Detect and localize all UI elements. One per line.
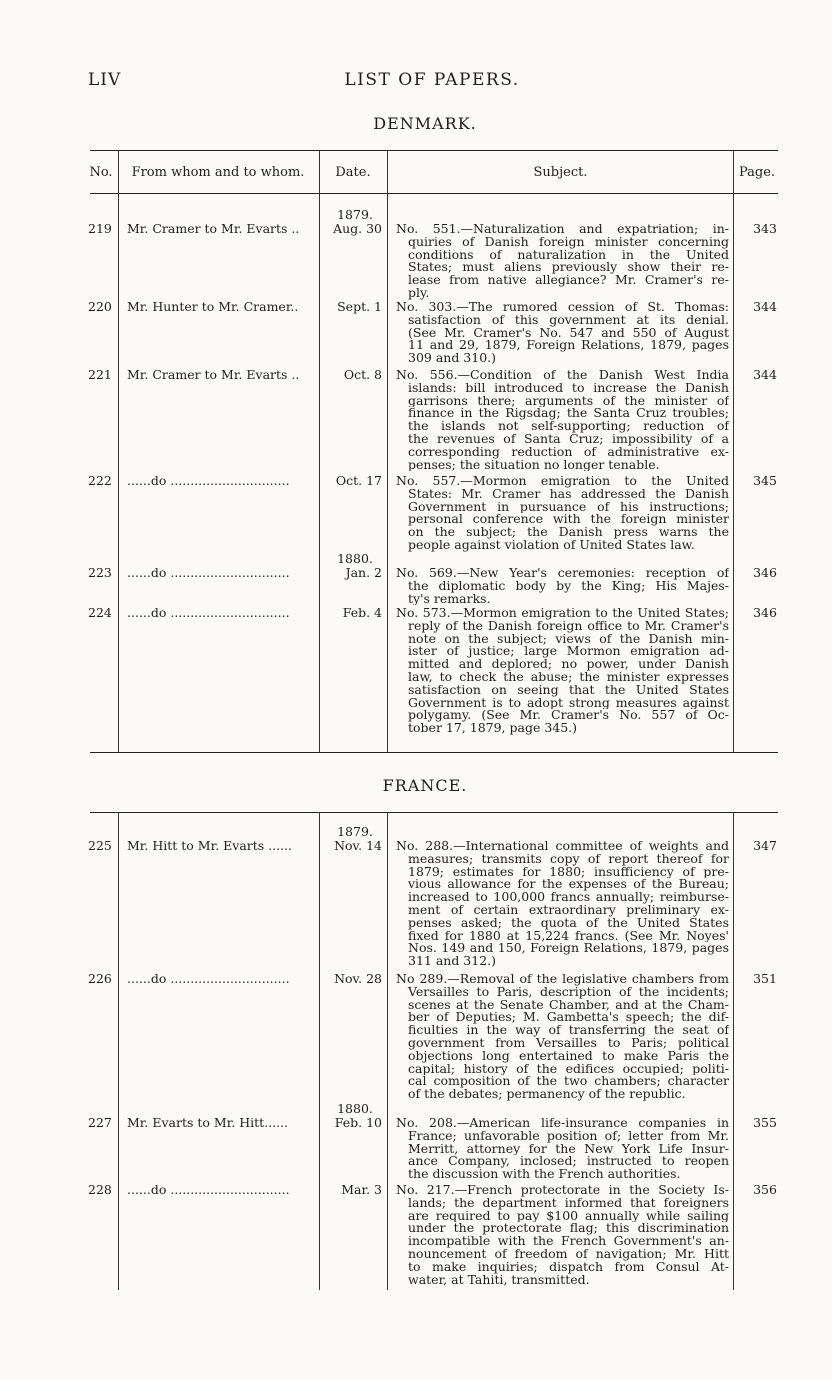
column-divider <box>733 150 734 752</box>
subject-line: penses asked; the quota of the United States <box>408 916 729 930</box>
column-divider <box>118 150 119 752</box>
page-title: LIST OF PAPERS. <box>344 70 520 90</box>
subject-line: ply. <box>408 286 430 300</box>
column-divider <box>387 150 388 752</box>
subject-line: satisfaction on seeing that the United States <box>408 683 729 697</box>
entry-year: 1879. <box>337 824 373 839</box>
subject-line: 11 and 29, 1879, Foreign Relations, 1879, pages <box>408 339 729 353</box>
subject-line: No. 217.—French protectorate in the Society Is- <box>396 1184 729 1197</box>
entry-subject <box>396 1184 729 1286</box>
entry-correspondents: ......do .............................. <box>127 565 290 580</box>
entry-number: 227 <box>88 1115 112 1130</box>
subject-line: incompatible with the French Government's an- <box>408 1235 729 1248</box>
subject-line: States: Mr. Cramer has addressed the Danish <box>408 487 729 501</box>
col-header-from: From whom and to whom. <box>131 165 305 180</box>
subject-line: ance Company, inclosed; instructed to reopen <box>408 1155 729 1169</box>
subject-line: note on the subject; views of the Danish min- <box>408 632 729 646</box>
subject-line: Government is to adopt strong measures against <box>408 696 729 710</box>
page-number: LIV <box>88 70 122 90</box>
table-rule-bottom <box>90 752 778 753</box>
subject-line: satisfaction of this government at its denial. <box>408 313 729 327</box>
subject-line: scenes at the Senate Chamber, and at the Cham- <box>408 998 729 1012</box>
subject-line: 311 and 312.) <box>408 955 497 968</box>
entry-correspondents: Mr. Cramer to Mr. Evarts .. <box>127 221 300 236</box>
subject-line: 1879; estimates for 1880; insufficiency of pre- <box>408 865 729 879</box>
entry-subject <box>396 223 729 300</box>
subject-line: finance in the Rigsdag; the Santa Cruz troubles; <box>408 407 729 421</box>
subject-line: the revenues of Santa Cruz; impossibility of a <box>408 432 729 446</box>
entry-date: Jan. 2 <box>345 565 382 580</box>
subject-line: personal conference with the foreign minister <box>408 513 729 527</box>
subject-line: garrisons there; arguments of the minister of <box>408 394 729 408</box>
subject-line: on the subject; the Danish press warns the <box>408 526 729 539</box>
entry-number: 221 <box>88 367 112 382</box>
section-title-denmark: DENMARK. <box>373 114 477 133</box>
entry-page: 343 <box>753 221 777 236</box>
entry-correspondents: Mr. Hitt to Mr. Evarts ...... <box>127 838 293 853</box>
entry-date: Nov. 28 <box>334 971 382 986</box>
subject-line: (See Mr. Cramer's No. 547 and 550 of August <box>408 326 729 340</box>
subject-line: people against violation of United States law. <box>408 538 695 552</box>
entry-subject <box>396 369 729 471</box>
subject-line: fixed for 1880 at 15,224 francs. (See Mr. Noyes' <box>408 929 729 943</box>
entry-year: 1879. <box>337 207 373 222</box>
section-title-france: FRANCE. <box>382 776 468 795</box>
subject-line: ment of certain extraordinary preliminary ex- <box>408 903 729 917</box>
subject-line: No. 551.—Naturalization and expatriation; in- <box>396 223 729 236</box>
entry-page: 351 <box>753 971 777 986</box>
subject-line: ty's remarks. <box>408 592 491 606</box>
subject-line: No. 208.—American life-insurance companies in <box>396 1117 729 1130</box>
subject-line: vious allowance for the expenses of the Bureau; <box>408 878 729 892</box>
entry-number: 219 <box>88 221 112 236</box>
subject-line: ber of Deputies; M. Gambetta's speech; the dif- <box>408 1011 729 1025</box>
subject-line: No 289.—Removal of the legislative chambers from <box>396 973 729 986</box>
subject-line: the diplomatic body by the King; His Majes- <box>408 579 729 593</box>
table-rule-top <box>90 150 778 151</box>
subject-line: No. 303.—The rumored cession of St. Thomas: <box>396 301 729 314</box>
col-header-no: No. <box>89 165 113 180</box>
subject-line: corresponding reduction of administrative ex- <box>408 445 729 459</box>
subject-line: Merritt, attorney for the New York Life Insur- <box>408 1142 729 1156</box>
entry-correspondents: ......do .............................. <box>127 971 290 986</box>
entry-page: 346 <box>753 605 777 620</box>
entry-page: 345 <box>753 473 777 488</box>
entry-number: 225 <box>88 838 112 853</box>
subject-line: No. 556.—Condition of the Danish West India <box>396 369 729 382</box>
entry-correspondents: ......do .............................. <box>127 473 290 488</box>
entry-number: 220 <box>88 299 112 314</box>
entry-number: 224 <box>88 605 112 620</box>
subject-line: reply of the Danish foreign office to Mr. Cramer's <box>408 619 729 633</box>
entry-date: Aug. 30 <box>333 221 382 236</box>
subject-line: objections long entertained to make Paris the <box>408 1049 729 1063</box>
entry-date: Nov. 14 <box>334 838 382 853</box>
entry-date: Mar. 3 <box>341 1182 382 1197</box>
subject-line: mitted and deplored; no power, under Danish <box>408 658 729 671</box>
entry-number: 222 <box>88 473 112 488</box>
entry-page: 355 <box>753 1115 777 1130</box>
entry-number: 223 <box>88 565 112 580</box>
col-header-subject: Subject. <box>533 165 588 180</box>
subject-line: Government in pursuance of his instructions; <box>408 500 729 514</box>
entry-subject <box>396 301 729 365</box>
subject-line: No. 288.—International committee of weights and <box>396 840 729 853</box>
entry-date: Oct. 8 <box>343 367 382 382</box>
entry-page: 344 <box>753 299 777 314</box>
entry-subject <box>396 973 729 1101</box>
subject-line: 309 and 310.) <box>408 352 497 365</box>
subject-line: capital; history of the edifices occupied; politi- <box>408 1062 729 1076</box>
entry-subject <box>396 1117 729 1181</box>
column-divider <box>319 812 320 1290</box>
entry-subject <box>396 607 729 735</box>
entry-correspondents: Mr. Hunter to Mr. Cramer.. <box>127 299 299 314</box>
subject-line: islands: bill introduced to increase the Danish <box>408 381 729 395</box>
subject-line: Versailles to Paris, description of the incidents; <box>408 985 729 999</box>
subject-line: measures; transmits copy of report thereof for <box>408 852 729 866</box>
subject-line: law, to check the abuse; the minister expresses <box>408 670 729 684</box>
entry-year: 1880. <box>337 551 373 566</box>
subject-line: to make inquiries; dispatch from Consul At- <box>408 1260 729 1274</box>
subject-line: tober 17, 1879, page 345.) <box>408 722 578 735</box>
entry-correspondents: ......do .............................. <box>127 1182 290 1197</box>
subject-line: penses; the situation no longer tenable. <box>408 458 660 472</box>
subject-line: No. 573.—Mormon emigration to the United States; <box>396 607 729 620</box>
entry-date: Sept. 1 <box>337 299 382 314</box>
subject-line: polygamy. (See Mr. Cramer's No. 557 of Oc- <box>408 709 729 723</box>
subject-line: of the debates; permanency of the republic. <box>408 1088 686 1101</box>
subject-line: ister of justice; large Mormon emigration ad- <box>408 645 729 659</box>
entry-page: 344 <box>753 367 777 382</box>
entry-subject <box>396 567 729 605</box>
table-rule-top <box>90 812 778 813</box>
subject-line: under the protectorate flag; this discrimination <box>408 1222 729 1236</box>
entry-correspondents: Mr. Cramer to Mr. Evarts .. <box>127 367 300 382</box>
entry-subject <box>396 840 729 968</box>
column-divider <box>319 150 320 752</box>
subject-line: nouncement of freedom of navigation; Mr. Hitt <box>408 1247 729 1261</box>
subject-line: States; must aliens previously show their re- <box>408 261 729 275</box>
entry-date: Feb. 10 <box>334 1115 382 1130</box>
column-divider <box>118 812 119 1290</box>
entry-page: 356 <box>753 1182 777 1197</box>
entry-number: 228 <box>88 1182 112 1197</box>
subject-line: are required to pay $100 annually while sailing <box>408 1209 729 1223</box>
subject-line: No. 557.—Mormon emigration to the United <box>396 475 729 488</box>
subject-line: quiries of Danish foreign minister concerning <box>408 235 729 249</box>
subject-line: ficulties in the way of transferring the seat of <box>408 1024 729 1037</box>
entry-year: 1880. <box>337 1101 373 1116</box>
entry-correspondents: Mr. Evarts to Mr. Hitt...... <box>127 1115 289 1130</box>
subject-line: increased to 100,000 francs annually; reimburse- <box>408 891 729 904</box>
col-header-page: Page. <box>738 165 776 180</box>
subject-line: water, at Tahiti, transmitted. <box>408 1273 590 1287</box>
entry-page: 347 <box>753 838 777 853</box>
subject-line: lands; the department informed that foreigners <box>408 1196 729 1210</box>
column-divider <box>733 812 734 1290</box>
subject-line: France; unfavorable position of; letter from Mr. <box>408 1129 729 1143</box>
subject-line: lease from native allegiance? Mr. Cramer's re- <box>408 274 729 287</box>
subject-line: conditions of naturalization in the United <box>408 248 729 262</box>
column-divider <box>387 812 388 1290</box>
subject-line: cal composition of the two chambers; character <box>408 1075 729 1089</box>
entry-correspondents: ......do .............................. <box>127 605 290 620</box>
entry-subject <box>396 475 729 552</box>
subject-line: government from Versailles to Paris; political <box>408 1036 729 1050</box>
subject-line: the discussion with the French authorities. <box>408 1168 681 1181</box>
entry-date: Feb. 4 <box>342 605 382 620</box>
table-rule-header <box>90 193 778 194</box>
entry-page: 346 <box>753 565 777 580</box>
col-header-date: Date. <box>335 165 371 180</box>
entry-date: Oct. 17 <box>335 473 382 488</box>
entry-number: 226 <box>88 971 112 986</box>
subject-line: the islands not self-supporting; reduction of <box>408 420 729 433</box>
subject-line: Nos. 149 and 150, Foreign Relations, 1879, pages <box>408 942 729 956</box>
subject-line: No. 569.—New Year's ceremonies: reception of <box>396 567 729 580</box>
